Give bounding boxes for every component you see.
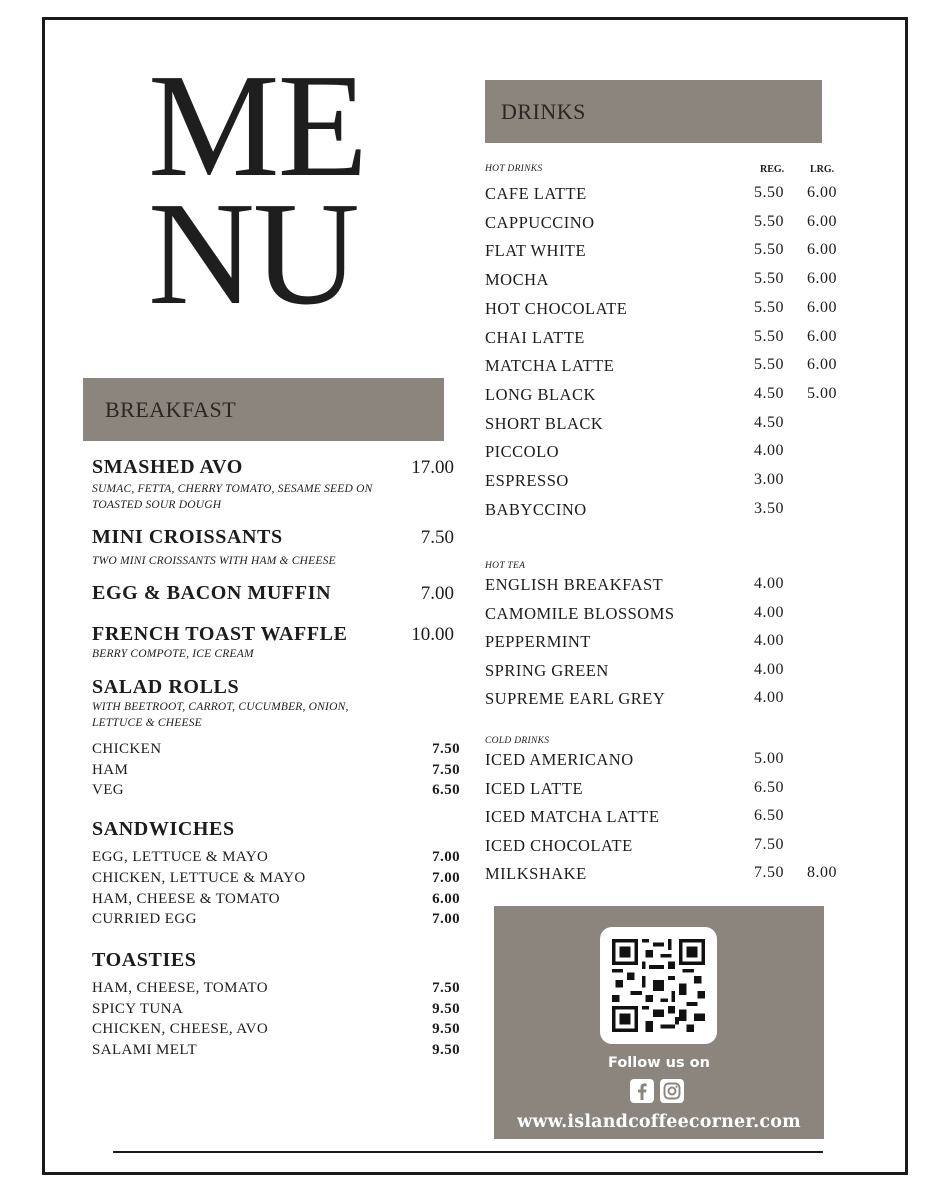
option-name: CHICKEN, CHEESE, AVO xyxy=(92,1021,269,1037)
drink-row xyxy=(485,575,840,599)
drink-row xyxy=(485,241,840,265)
drink-name: CAPPUCCINO xyxy=(485,212,595,232)
menu-item xyxy=(92,818,454,841)
option-name: HAM, CHEESE, TOMATO xyxy=(92,980,268,996)
drink-row xyxy=(485,270,840,294)
drink-row xyxy=(485,836,840,860)
drink-row xyxy=(485,184,840,208)
list-item xyxy=(92,1021,460,1038)
option-price: 7.00 xyxy=(432,911,460,927)
option-price: 7.50 xyxy=(432,762,460,778)
list-item xyxy=(92,782,460,799)
regular-size-label: REG. xyxy=(760,164,785,175)
regular-price: 4.50 xyxy=(754,384,784,402)
facebook-icon[interactable] xyxy=(630,1079,654,1103)
drink-name: SPRING GREEN xyxy=(485,660,609,680)
drink-row xyxy=(485,213,840,237)
hot-drinks-label: HOT DRINKS xyxy=(485,164,543,174)
regular-price: 5.50 xyxy=(754,270,784,288)
drink-name: ICED CHOCOLATE xyxy=(485,835,633,855)
regular-price: 4.00 xyxy=(754,442,784,460)
social-icons xyxy=(630,1079,684,1103)
instagram-icon[interactable] xyxy=(660,1079,684,1103)
list-item xyxy=(92,741,460,758)
menu-item xyxy=(92,526,454,549)
option-name: EGG, LETTUCE & MAYO xyxy=(92,849,269,865)
option-price: 9.50 xyxy=(432,1042,460,1058)
section-name: SANDWICHES xyxy=(92,818,235,840)
title-line-2: NU xyxy=(148,172,358,336)
large-price: 6.00 xyxy=(807,356,837,374)
regular-price: 5.50 xyxy=(754,356,784,374)
drink-row xyxy=(485,864,840,888)
menu-item xyxy=(92,456,454,479)
item-description: WITH BEETROOT, CARROT, CUCUMBER, ONION, LETTUCE & CHEESE xyxy=(92,701,349,729)
item-name: SMASHED AVO xyxy=(92,456,243,478)
drink-row xyxy=(485,500,840,524)
large-price: 8.00 xyxy=(807,864,837,882)
menu-item xyxy=(92,949,454,972)
drink-name: PICCOLO xyxy=(485,442,560,462)
option-price: 7.00 xyxy=(432,849,460,865)
regular-price: 5.50 xyxy=(754,327,784,345)
title-line-1: ME xyxy=(148,44,366,208)
list-item xyxy=(92,891,460,908)
option-name: CURRIED EGG xyxy=(92,911,197,927)
drink-row xyxy=(485,779,840,803)
option-name: HAM, CHEESE & TOMATO xyxy=(92,891,281,907)
large-price: 5.00 xyxy=(807,384,837,402)
option-price: 9.50 xyxy=(432,1001,460,1017)
item-price: 7.00 xyxy=(420,583,454,604)
list-item xyxy=(92,1001,460,1018)
drink-name: MOCHA xyxy=(485,270,549,290)
drink-row xyxy=(485,632,840,656)
drink-name: ICED LATTE xyxy=(485,778,584,798)
regular-price: 7.50 xyxy=(754,864,784,882)
large-price: 6.00 xyxy=(807,212,837,230)
drink-name: ICED MATCHA LATTE xyxy=(485,807,660,827)
drink-row xyxy=(485,414,840,438)
drink-row xyxy=(485,471,840,495)
regular-price: 4.00 xyxy=(754,632,784,650)
regular-price: 5.50 xyxy=(754,298,784,316)
list-item xyxy=(92,849,460,866)
follow-us-text: Follow us on xyxy=(608,1055,710,1071)
drink-name: PEPPERMINT xyxy=(485,632,591,652)
drink-row xyxy=(485,689,840,713)
item-name: MINI CROISSANTS xyxy=(92,526,283,548)
large-price: 6.00 xyxy=(807,298,837,316)
regular-price: 5.50 xyxy=(754,184,784,201)
menu-item xyxy=(92,623,454,646)
regular-price: 5.50 xyxy=(754,212,784,230)
option-name: VEG xyxy=(92,782,125,798)
drink-row xyxy=(485,442,840,466)
drink-row xyxy=(485,356,840,380)
item-name: EGG & BACON MUFFIN xyxy=(92,582,332,604)
regular-price: 5.00 xyxy=(754,750,784,767)
drink-row xyxy=(485,661,840,685)
regular-price: 4.00 xyxy=(754,689,784,707)
cold-drinks-label: COLD DRINKS xyxy=(485,736,550,746)
menu-item xyxy=(92,676,454,699)
regular-price: 4.00 xyxy=(754,603,784,621)
drink-name: CAFE LATTE xyxy=(485,184,587,203)
option-price: 7.00 xyxy=(432,870,460,886)
drink-name: CHAI LATTE xyxy=(485,327,585,347)
drink-name: MATCHA LATTE xyxy=(485,356,615,376)
option-name: HAM xyxy=(92,762,129,778)
option-name: CHICKEN, LETTUCE & MAYO xyxy=(92,870,306,886)
drink-row xyxy=(485,385,840,409)
drink-name: ESPRESSO xyxy=(485,471,569,490)
drink-row xyxy=(485,750,840,774)
drink-name: ICED AMERICANO xyxy=(485,750,634,769)
option-name: SALAMI MELT xyxy=(92,1042,198,1058)
menu-item xyxy=(92,582,454,605)
item-description: TWO MINI CROISSANTS WITH HAM & CHEESE xyxy=(92,555,336,567)
regular-price: 6.50 xyxy=(754,778,784,796)
regular-price: 3.00 xyxy=(754,471,784,488)
item-name: FRENCH TOAST WAFFLE xyxy=(92,623,348,645)
drink-name: CAMOMILE BLOSSOMS xyxy=(485,603,675,623)
drink-name: HOT CHOCOLATE xyxy=(485,298,628,318)
option-price: 6.50 xyxy=(432,782,460,798)
social-panel xyxy=(494,906,824,1139)
drink-name: LONG BLACK xyxy=(485,384,596,404)
list-item xyxy=(92,980,460,997)
drink-name: SUPREME EARL GREY xyxy=(485,689,666,709)
bottom-divider xyxy=(113,1151,823,1153)
drink-name: SHORT BLACK xyxy=(485,413,604,433)
drink-row xyxy=(485,328,840,352)
regular-price: 4.00 xyxy=(754,575,784,592)
list-item xyxy=(92,762,460,779)
qr-code-icon[interactable] xyxy=(600,927,717,1044)
option-name: SPICY TUNA xyxy=(92,1001,184,1017)
drink-row xyxy=(485,604,840,628)
drink-name: FLAT WHITE xyxy=(485,241,587,261)
regular-price: 4.50 xyxy=(754,413,784,431)
item-description: SUMAC, FETTA, CHERRY TOMATO, SESAME SEED ON TOASTED SOUR DOUGH xyxy=(92,483,373,511)
option-price: 7.50 xyxy=(432,741,460,757)
option-price: 6.00 xyxy=(432,891,460,907)
website-link[interactable]: www.islandcoffeecorner.com xyxy=(517,1112,801,1132)
regular-price: 7.50 xyxy=(754,835,784,853)
regular-price: 4.00 xyxy=(754,660,784,678)
item-price: 17.00 xyxy=(411,457,454,478)
item-description: BERRY COMPOTE, ICE CREAM xyxy=(92,648,254,660)
list-item xyxy=(92,911,460,928)
list-item xyxy=(92,870,460,887)
regular-price: 3.50 xyxy=(754,499,784,517)
large-price: 6.00 xyxy=(807,241,837,259)
hot-tea-label: HOT TEA xyxy=(485,561,526,571)
list-item xyxy=(92,1042,460,1059)
drink-name: MILKSHAKE xyxy=(485,864,587,884)
drink-name: BABYCCINO xyxy=(485,499,587,519)
option-price: 9.50 xyxy=(432,1021,460,1037)
breakfast-heading: BREAKFAST xyxy=(83,378,444,441)
large-price: 6.00 xyxy=(807,270,837,288)
menu-title xyxy=(148,44,408,336)
drink-name: ENGLISH BREAKFAST xyxy=(485,575,664,594)
regular-price: 6.50 xyxy=(754,807,784,825)
large-price: 6.00 xyxy=(807,327,837,345)
large-price: 6.00 xyxy=(807,184,837,201)
drink-row xyxy=(485,807,840,831)
option-price: 7.50 xyxy=(432,980,460,996)
item-price: 10.00 xyxy=(411,624,454,645)
item-price: 7.50 xyxy=(420,527,454,548)
drinks-heading: DRINKS xyxy=(485,80,822,143)
option-name: CHICKEN xyxy=(92,741,162,757)
section-name: SALAD ROLLS xyxy=(92,676,240,698)
drink-row xyxy=(485,299,840,323)
large-size-label: LRG. xyxy=(810,164,835,175)
section-name: TOASTIES xyxy=(92,949,197,971)
regular-price: 5.50 xyxy=(754,241,784,259)
